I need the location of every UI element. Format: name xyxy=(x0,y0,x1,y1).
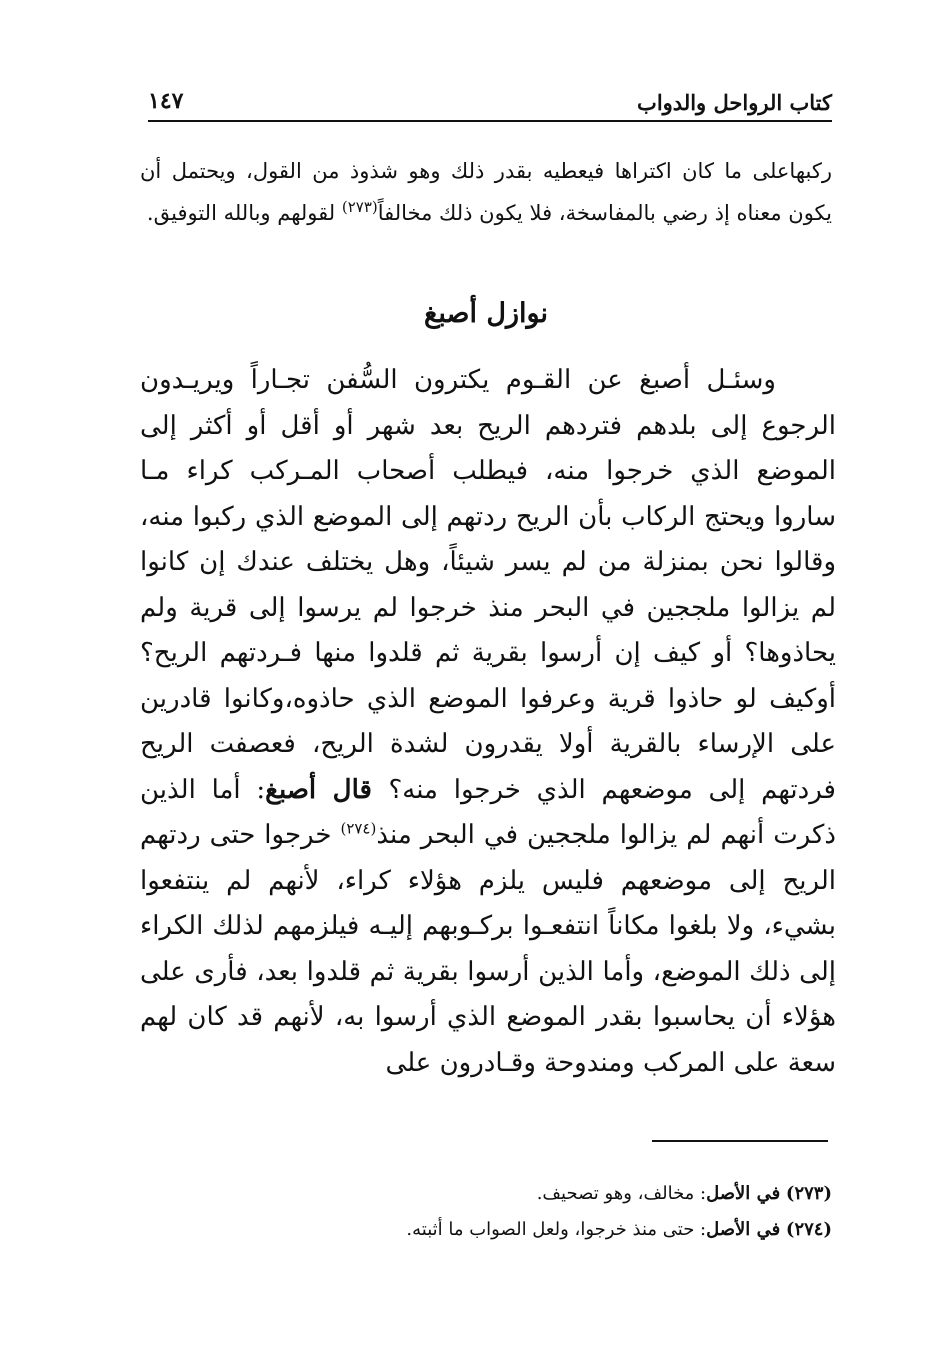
footnote-number: (٢٧٣) xyxy=(785,1183,832,1204)
page-number: ١٤٧ xyxy=(148,88,184,114)
question-text: وسئـل أصبغ عن القـوم يكترون السُّفن تجـاراً ويريـدون الرجوع إلى بلدهم فتردهم الريح بعد شهر أو أقل أو أكثر إلى الموضع الذي خرجوا منه، فيطلب أصحاب المـركب كراء مـا ساروا ويحتج الركاب بأن الريح ردتهم إلى الموضع الذي ركبوا منه، وقالوا نحن بمنزلة من لم يسر شيئاً، وهل يختلف عندك إن كانوا لم يزالوا ملججين في البحر منذ خرجوا لم يرسوا إلى قرية ولم يحاذوها؟ أو كيف إن أرسوا بقرية ثم قلدوا منها فـردتهم الريح؟ أوكيف لو حاذوا قرية وعرفوا الموضع الذي حاذوه،وكانوا قادرين على الإرساء بالقرية أولا يقدرون لشدة الريح، فعصفت الريح فردتهم إلى موضعهم الذي خرجوا منه؟ xyxy=(140,365,836,805)
answer-text: : أما الذين ذكرت أنهم لم يزالوا ملججين في البحر منذ xyxy=(140,774,836,850)
footnote-ref-273[interactable]: (٢٧٣) xyxy=(341,198,378,216)
footnote-ref-274[interactable]: (٢٧٤) xyxy=(340,819,377,838)
answer-label: قال أصبغ xyxy=(265,774,389,805)
intro-text-end: لقولهم وبالله التوفيق. xyxy=(146,201,342,225)
footnote-274 xyxy=(140,1212,832,1248)
intro-text: ركبهاعلى ما كان اكتراها فيعطيه بقدر ذلك وهو شذوذ من القول، ويحتمل أن يكون معناه إذ رضي بالمفاسخة، فلا يكون ذلك مخالفاً xyxy=(140,159,832,225)
body-paragraph xyxy=(140,358,836,1086)
footnote-source: في الأصل xyxy=(706,1219,781,1240)
footnote-number: (٢٧٤) xyxy=(785,1219,832,1240)
answer-text-end: خرجوا حتى ردتهم الريح إلى موضعهم فليس يلزم هؤلاء كراء، لأنهم لم ينتفعوا بشيء، ولا بلغوا مكاناً انتفعـوا بركـوبهم إليـه فيلزمهم لذلك الكراء إلى ذلك الموضع، وأما الذين أرسوا بقرية ثم قلدوا بعد، فأرى على هؤلاء أن يحاسبوا بقدر الموضع الذي أرسوا به، لأنهم قد كان لهم سعة على المركب ومندوحة وقـادرون على xyxy=(140,820,836,1078)
footnote-273 xyxy=(140,1176,832,1212)
footnote-source: في الأصل xyxy=(706,1183,781,1204)
footnotes xyxy=(140,1176,832,1248)
section-heading: نوازل أصبغ xyxy=(424,298,548,329)
intro-paragraph xyxy=(140,150,832,234)
footnote-text: : حتى منذ خرجوا، ولعل الصواب ما أثبته. xyxy=(406,1219,707,1240)
running-header xyxy=(148,84,832,122)
running-title: كتاب الرواحل والدواب xyxy=(637,90,832,115)
footnote-text: : مخالف، وهو تصحيف. xyxy=(536,1183,707,1204)
footnote-separator xyxy=(652,1140,828,1142)
